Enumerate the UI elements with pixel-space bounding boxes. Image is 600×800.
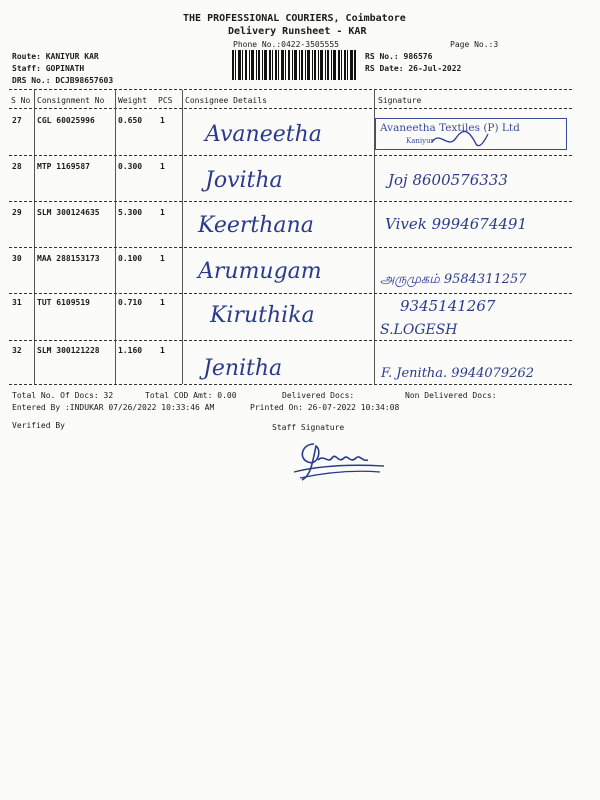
barcode: [232, 50, 356, 80]
col-sno: S No: [11, 96, 31, 105]
drs-number: DRS No.: DCJB98657603: [12, 76, 114, 85]
row-sno: 29: [12, 208, 22, 217]
row-sno: 32: [12, 346, 22, 355]
row-pcs: 1: [160, 298, 165, 307]
stamp-location: Kaniyur: [406, 137, 434, 145]
row-sno: 27: [12, 116, 22, 125]
row-pcs: 1: [160, 116, 165, 125]
total-docs: Total No. Of Docs: 32: [12, 391, 114, 400]
row-rule: [9, 155, 572, 156]
row-consignee: Arumugam: [198, 259, 322, 284]
row-rule: [9, 293, 572, 294]
route-label: Route: KANIYUR KAR: [12, 52, 99, 61]
row-signature: 9345141267: [400, 297, 496, 315]
row-weight: 0.650: [118, 116, 143, 125]
signature-scribble: [430, 128, 490, 152]
row-consignee: Avaneetha: [205, 122, 322, 147]
rs-date: RS Date: 26-Jul-2022: [365, 64, 462, 73]
col-pcs: PCS: [158, 96, 173, 105]
entered-by: Entered By :INDUKAR 07/26/2022 10:33:46 AM: [12, 403, 215, 412]
row-consignment: SLM 300124635: [37, 208, 100, 217]
delivered-docs: Delivered Docs:: [282, 391, 355, 400]
row-signature: அருமுகம் 9584311257: [380, 272, 527, 287]
row-consignment: MAA 288153173: [37, 254, 100, 263]
row-consignee: Keerthana: [198, 213, 314, 238]
row-consignee: Jovitha: [205, 168, 283, 193]
row-sno: 30: [12, 254, 22, 263]
row-signature: Joj 8600576333: [388, 171, 508, 189]
verified-by: Verified By: [12, 421, 65, 430]
page-number: Page No.:3: [450, 40, 499, 49]
col-weight: Weight: [118, 96, 147, 105]
row-consignee: Kiruthika: [210, 303, 315, 328]
total-cod: Total COD Amt: 0.00: [145, 391, 237, 400]
phone-number: Phone No.:0422-3505555: [233, 40, 339, 49]
staff-signature-label: Staff Signature: [272, 423, 345, 432]
runsheet-title: Delivery Runsheet - KAR: [228, 26, 367, 37]
row-pcs: 1: [160, 254, 165, 263]
rs-number: RS No.: 986576: [365, 52, 433, 61]
col-consignment: Consignment No: [37, 96, 105, 105]
table-top-rule: [9, 89, 572, 90]
table-bottom-rule: [9, 384, 572, 385]
row-consignment: TUT 6109519: [37, 298, 90, 307]
row-weight: 1.160: [118, 346, 143, 355]
col-signature: Signature: [378, 96, 422, 105]
row-consignment: MTP 1169587: [37, 162, 90, 171]
staff-label: Staff: GOPINATH: [12, 64, 85, 73]
row-sno: 28: [12, 162, 22, 171]
row-signature: Vivek 9994674491: [385, 215, 528, 233]
company-name: THE PROFESSIONAL COURIERS, Coimbatore: [183, 13, 406, 24]
col-consignee: Consignee Details: [185, 96, 267, 105]
row-rule: [9, 201, 572, 202]
printed-on: Printed On: 26-07-2022 10:34:08: [250, 403, 400, 412]
staff-signature: [288, 436, 388, 484]
row-signature-name: S.LOGESH: [380, 322, 458, 338]
row-pcs: 1: [160, 346, 165, 355]
row-rule: [9, 247, 572, 248]
row-pcs: 1: [160, 208, 165, 217]
row-signature: F. Jenitha. 9944079262: [381, 366, 535, 381]
row-pcs: 1: [160, 162, 165, 171]
row-consignment: CGL 60025996: [37, 116, 95, 125]
row-sno: 31: [12, 298, 22, 307]
row-weight: 5.300: [118, 208, 143, 217]
non-delivered-docs: Non Delivered Docs:: [405, 391, 497, 400]
row-weight: 0.100: [118, 254, 143, 263]
row-consignment: SLM 300121228: [37, 346, 100, 355]
stamp-text: Avaneetha Textiles (P) Ltd: [380, 122, 520, 134]
row-rule: [9, 340, 572, 341]
row-weight: 0.300: [118, 162, 143, 171]
row-weight: 0.710: [118, 298, 143, 307]
row-consignee: Jenitha: [203, 356, 283, 381]
table-header-rule: [9, 108, 572, 109]
